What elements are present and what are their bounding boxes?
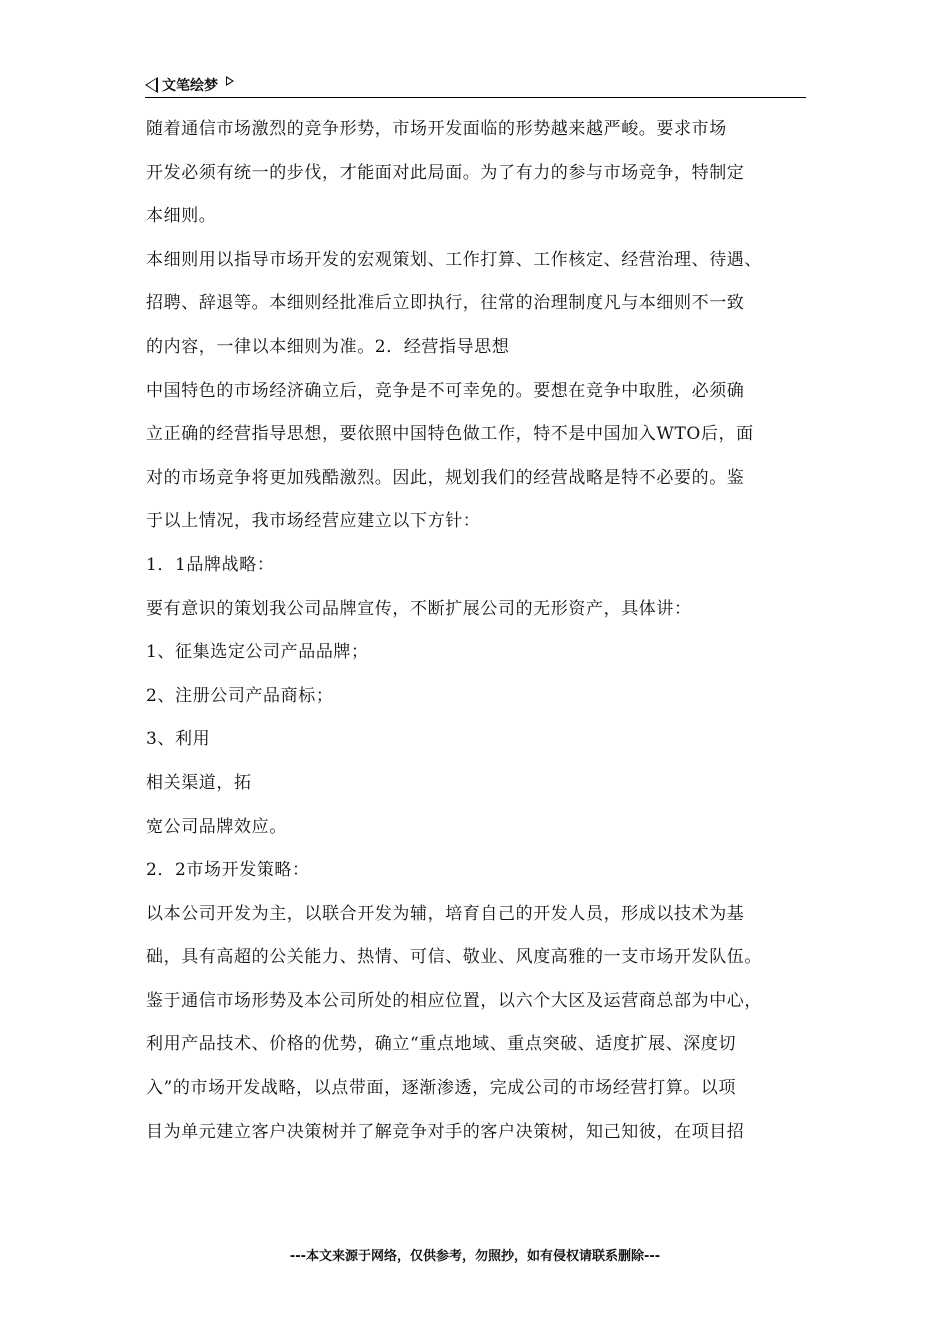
body-line: 础，具有高超的公关能力、热情、可信、敬业、风度高雅的一支市场开发队伍。 [146,947,762,968]
body-line: 对的市场竞争将更加残酷激烈。因此，规划我们的经营战略是特不必要的。鉴 [146,467,745,488]
left-triangle-icon [145,77,158,93]
header-title: 文笔绘梦 [162,78,218,94]
body-line: 中国特色的市场经济确立后，竞争是不可幸免的。要想在竞争中取胜，必须确 [146,380,745,401]
body-line: 立正确的经营指导思想，要依照中国特色做工作，特不是中国加入WTO后，面 [146,424,754,445]
body-line: 于以上情况，我市场经营应建立以下方针： [146,511,481,532]
body-line: 以本公司开发为主，以联合开发为辅，培育自己的开发人员，形成以技术为基 [146,903,745,924]
body-line: 本细则用以指导市场开发的宏观策划、工作打算、工作核定、经营治理、待遇、 [146,249,762,270]
page-footer: ---本文来源于网络，仅供参考，勿照抄，如有侵权请联系删除--- [289,1249,661,1264]
list-item: 2、注册公司产品商标； [146,685,334,706]
document-body [146,108,814,1154]
body-line: 鉴于通信市场形势及本公司所处的相应位置，以六个大区及运营商总部为中心， [146,990,762,1011]
body-line: 要有意识的策划我公司品牌宣传，不断扩展公司的无形资产，具体讲： [146,598,692,619]
section-heading: 1．1品牌战略： [146,554,275,575]
list-item: 1、征集选定公司产品品牌； [146,642,369,663]
header-rule [145,97,806,98]
body-line: 随着通信市场激烈的竞争形势，市场开发面临的形势越来越严峻。要求市场 [146,119,727,139]
right-triangle-icon [226,76,234,86]
body-line: 宽公司品牌效应。 [146,816,287,837]
body-line: 招聘、辞退等。本细则经批准后立即执行，往常的治理制度凡与本细则不一致 [146,293,745,314]
body-line: 本细则。 [146,206,217,227]
body-line: 目为单元建立客户决策树并了解竞争对手的客户决策树，知己知彼，在项目招 [146,1121,745,1142]
body-line: 开发必须有统一的步伐，才能面对此局面。为了有力的参与市场竞争，特制定 [146,162,745,183]
body-line: 的内容，一律以本细则为准。2．经营指导思想 [146,336,510,357]
list-item: 3、利用 [146,729,211,750]
body-line: 相关渠道，拓 [146,772,252,793]
body-line: 入”的市场开发战略，以点带面，逐渐渗透，完成公司的市场经营打算。以项 [146,1078,737,1099]
section-heading: 2．2市场开发策略： [146,860,310,881]
body-line: 利用产品技术、价格的优势，确立“重点地域、重点突破、适度扩展、深度切 [146,1034,737,1055]
page-header [145,74,234,96]
